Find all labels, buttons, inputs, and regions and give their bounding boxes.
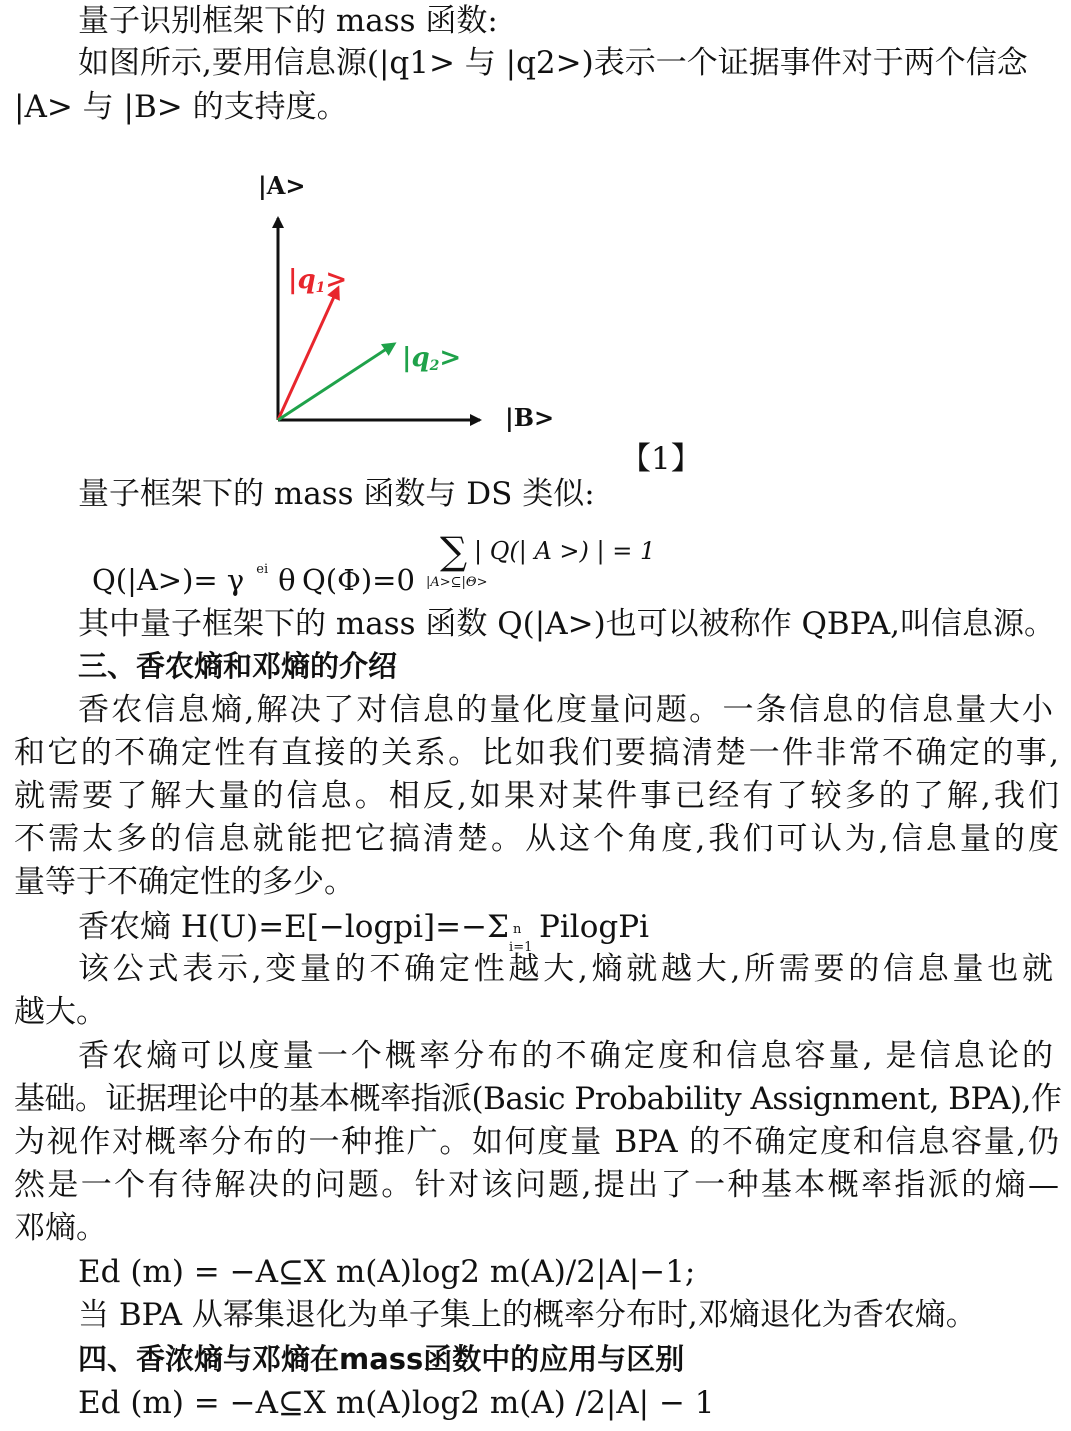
q2-label: |q2> [402, 343, 462, 374]
text-line: 香农熵可以度量一个概率分布的不确定度和信息容量, 是信息论的 [78, 1038, 1053, 1074]
text-line: 当 BPA 从幂集退化为单子集上的概率分布时,邓熵退化为香农熵。 [78, 1297, 977, 1333]
axis-b-label: |B> [505, 403, 555, 432]
text-line: 为视作对概率分布的一种推广。如何度量 BPA 的不确定度和信息容量,仍 [14, 1124, 1059, 1160]
text-line: 和它的不确定性有直接的关系。比如我们要搞清楚一件非常不确定的事, [14, 735, 1059, 771]
text-line: 越大。 [14, 994, 107, 1030]
figure-reference: 【1】 [620, 441, 702, 477]
deng-formula: Ed (m) = −A⊆X m(A)log2 m(A)/2|A|−1; [78, 1254, 696, 1290]
sum-body: | Q(| A >) | = 1 [474, 537, 656, 565]
text-line: 然是一个有待解决的问题。针对该问题,提出了一种基本概率指派的熵— [14, 1167, 1059, 1203]
sum-subscript: |A>⊆|Θ> [426, 575, 488, 590]
text-line: |A> 与 |B> 的支持度。 [14, 89, 348, 125]
section-heading: 四、香浓熵与邓熵在mass函数中的应用与区别 [78, 1342, 685, 1376]
axis-a-label: |A> [258, 171, 306, 200]
section-heading: 三、香农熵和邓熵的介绍 [78, 649, 398, 683]
qa-equation: Q(|A>)= γ $^{ei}$ θ [92, 562, 296, 597]
deng-formula: Ed (m) = −A⊆X m(A)log2 m(A) /2|A| − 1 [78, 1385, 715, 1421]
text-line: 量子框架下的 mass 函数与 DS 类似: [78, 476, 595, 512]
text-line: 香农信息熵,解决了对信息的量化度量问题。一条信息的信息量大小 [78, 692, 1053, 728]
shannon-formula: 香农熵 H(U)=E[−logpi]=−Σ n i=1 PilogPi [78, 909, 649, 955]
text-line: 基础。证据理论中的基本概率指派(Basic Probability Assignment, BPA),作 [14, 1081, 1062, 1117]
text-line: 该公式表示,变量的不确定性越大,熵就越大,所需要的信息量也就 [78, 951, 1053, 987]
text-line: 不需太多的信息就能把它搞清楚。从这个角度,我们可认为,信息量的度 [14, 821, 1059, 857]
text-line: 量等于不确定性的多少。 [14, 864, 355, 900]
equation-row [90, 529, 690, 597]
q1-label: |q1> [288, 265, 348, 296]
text-line: 就需要了解大量的信息。相反,如果对某件事已经有了较多的了解,我们 [14, 778, 1059, 814]
vector-diagram [240, 168, 570, 443]
text-line: 其中量子框架下的 mass 函数 Q(|A>)也可以被称作 QBPA,叫信息源。 [78, 606, 1055, 642]
sum-sigma: ∑ [440, 529, 468, 573]
text-line: 量子识别框架下的 mass 函数: [78, 3, 498, 39]
text-line: 如图所示,要用信息源(|q1> 与 |q2>)表示一个证据事件对于两个信念 [78, 45, 1028, 81]
qphi-equation: Q(Φ)=0 [302, 563, 415, 597]
text-line: 邓熵。 [14, 1210, 107, 1246]
